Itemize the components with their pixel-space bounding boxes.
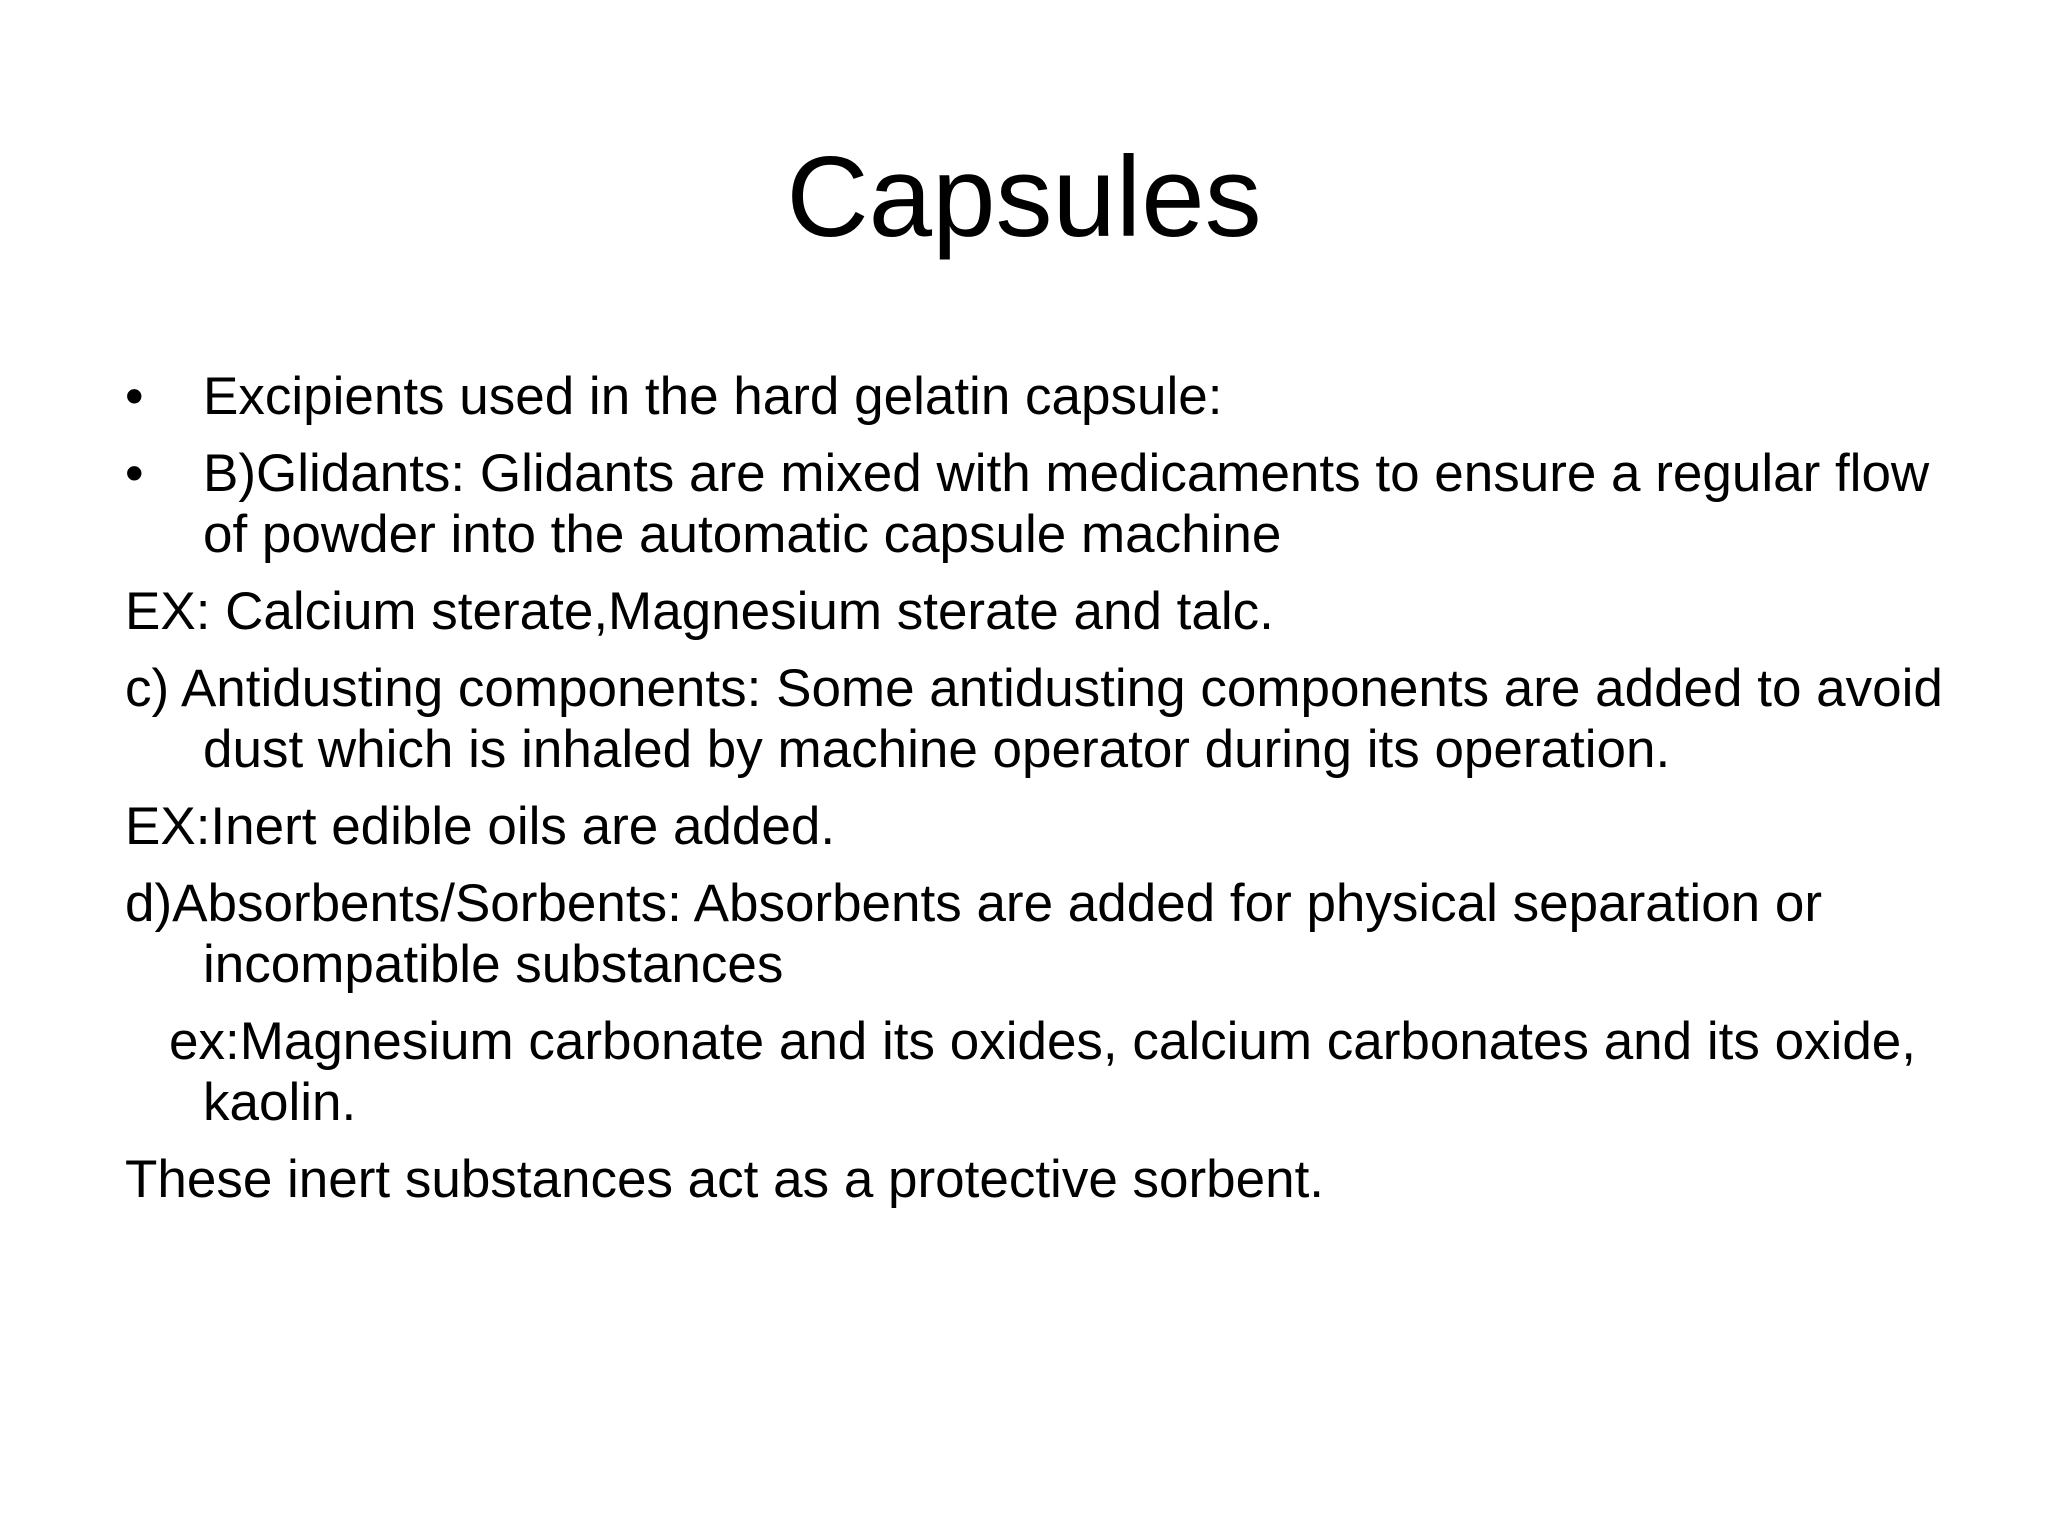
example-line: EX:Inert edible oils are added. xyxy=(125,797,836,856)
bullet-icon: • xyxy=(125,367,144,426)
bullet-icon: • xyxy=(125,444,144,503)
slide-body xyxy=(125,366,1945,1226)
slide-title: Capsules xyxy=(786,134,1262,261)
bullet-text: B)Glidants: Glidants are mixed with medicaments to ensure a regular flow of powder into the automatic capsule machine xyxy=(203,444,1930,564)
example-line: EX: Calcium sterate,Magnesium sterate and talc. xyxy=(125,582,1274,641)
paragraph-item: These inert substances act as a protective sorbent. xyxy=(125,1150,1325,1209)
bullet-item xyxy=(125,443,1945,565)
bullet-item xyxy=(125,366,1945,427)
example-line: ex:Magnesium carbonate and its oxides, calcium carbonates and its oxide, kaolin. xyxy=(169,1012,1917,1132)
paragraph-item: c) Antidusting components: Some antidusting components are added to avoid dust which is inhaled by machine operator during its operation. xyxy=(125,659,1943,779)
paragraph-item: d)Absorbents/Sorbents: Absorbents are added for physical separation or incompatible substances xyxy=(125,874,1823,994)
bullet-text: Excipients used in the hard gelatin capsule: xyxy=(203,367,1223,426)
